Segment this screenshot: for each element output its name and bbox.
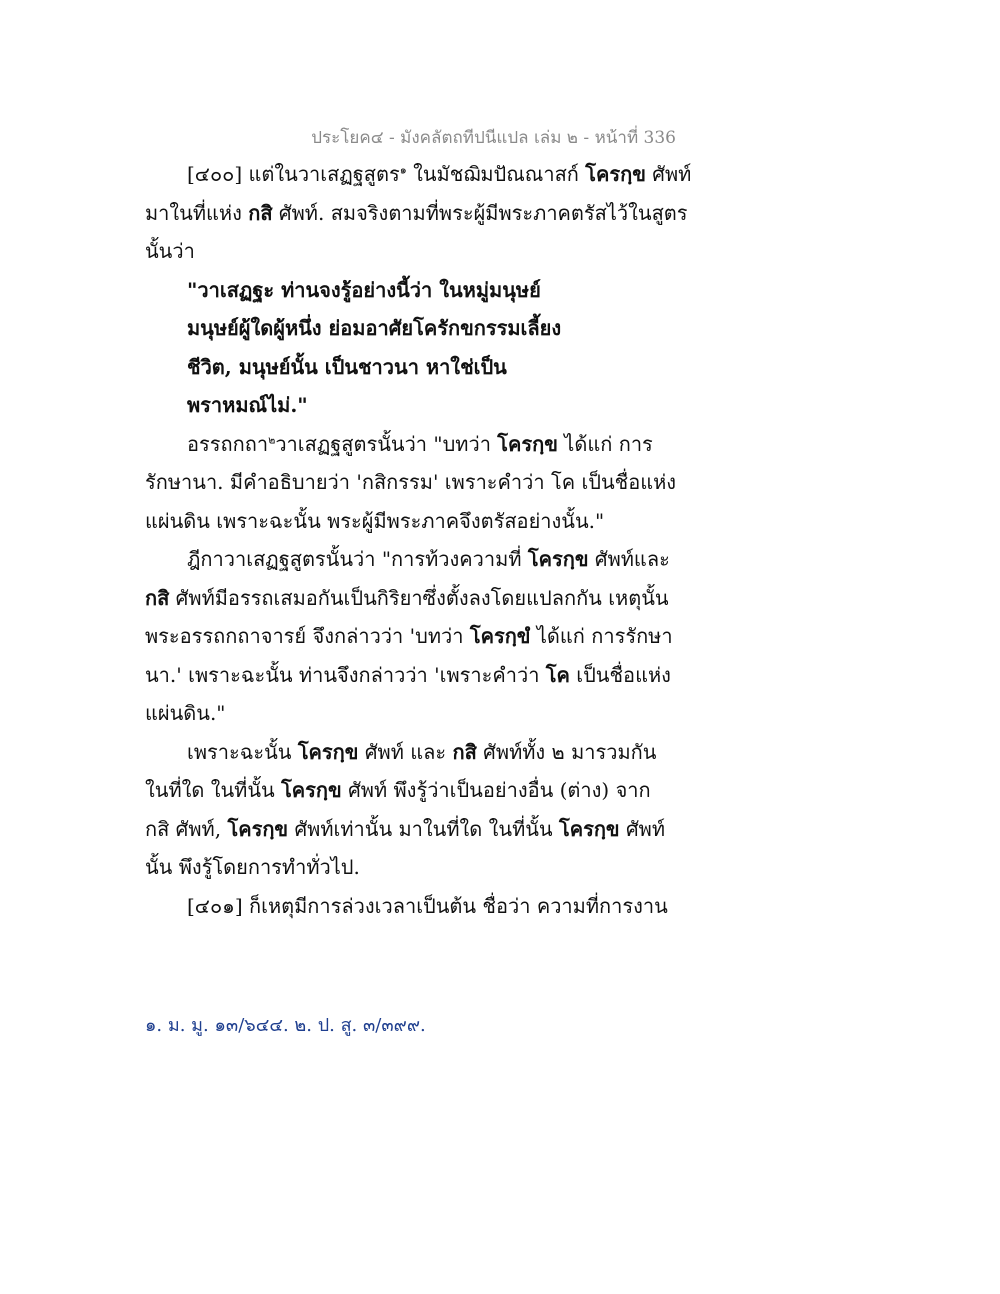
text-run: ศัพท์มีอรรถเสมอกันเป็นกิริยาซึ่งตั้งลงโดยแปลกกัน เหตุนั้น — [169, 585, 669, 610]
bold-term: โครกฺข — [297, 739, 359, 764]
paragraph-line — [145, 194, 688, 233]
text-run: นั้น พึงรู้โดยการทำทั่วไป. — [145, 855, 360, 879]
text-run: กสิ ศัพท์, — [145, 816, 228, 841]
text-run: ศัพท์เท่านั้น มาในที่ใด ในที่นั้น — [288, 816, 559, 841]
bold-term: โครกฺขํ — [469, 624, 531, 648]
text-run: [๔๐๐] แต่ในวาเสฏฐสูตร — [187, 162, 400, 186]
text-run: ฎีกาวาเสฏฐสูตรนั้นว่า "การท้วงความที่ — [187, 547, 528, 571]
paragraph-line — [145, 656, 671, 695]
bold-term: โครกฺข — [227, 816, 289, 841]
paragraph-line — [145, 540, 670, 579]
text-run: ศัพท์ทั้ง ๒ มารวมกัน — [476, 739, 657, 764]
text-run: นั้นว่า — [145, 239, 195, 263]
footnote-marker: ๑ — [399, 163, 407, 177]
text-run: ศัพท์ — [619, 816, 666, 841]
text-run: ได้แก่ การ — [557, 431, 653, 456]
bold-term: โครกฺข — [585, 162, 646, 186]
text-run: เป็นชื่อแห่ง — [569, 662, 671, 687]
paragraph-line — [145, 502, 665, 541]
paragraph-line — [145, 463, 677, 502]
text-run: ศัพท์ — [645, 162, 692, 186]
text-run: แผ่นดิน." — [145, 701, 226, 725]
paragraph-line — [145, 579, 669, 618]
paragraph-line — [145, 425, 665, 464]
text-run: แผ่นดิน เพราะฉะนั้น พระผู้มีพระภาคจึงตรัสอย่างนั้น." — [145, 508, 605, 533]
bold-term: โครกฺข — [527, 547, 589, 571]
text-run: เพราะฉะนั้น — [187, 739, 298, 764]
bold-term: กสิ — [452, 739, 477, 764]
text-run: "วาเสฏฐะ ท่านจงรู้อย่างนี้ว่า ในหมู่มนุษย์ — [187, 277, 541, 302]
running-header: ประโยค๔ - มังคลัตถทีปนีแปล เล่ม ๒ - หน้าที่ 336 — [311, 128, 676, 148]
text-run: [๔๐๑] ก็เหตุมีการล่วงเวลาเป็นต้น ชื่อว่า ความที่การงาน — [187, 893, 668, 918]
text-run: อรรถกถา — [187, 431, 269, 456]
paragraph-line — [145, 771, 665, 810]
body-text — [145, 155, 692, 925]
paragraph-line — [145, 887, 668, 926]
bold-term: กสิ — [145, 585, 170, 610]
bold-term: กสิ — [248, 200, 273, 225]
paragraph-line — [145, 733, 665, 772]
text-run: ได้แก่ การรักษา — [530, 624, 673, 648]
bold-term: โครกฺข — [558, 816, 620, 841]
paragraph-line — [145, 810, 665, 849]
paragraph-line — [145, 617, 673, 656]
footnote: ๑. ม. มู. ๑๓/๖๔๔. ๒. ป. สู. ๓/๓๙๙. — [145, 1015, 426, 1036]
quote-line — [145, 348, 665, 387]
text-run: พราหมณ์ไม่." — [187, 393, 308, 417]
text-run: ศัพท์. สมจริงตามที่พระผู้มีพระภาคตรัสไว้ในสูตร — [272, 200, 688, 225]
paragraph-line — [145, 232, 665, 271]
bold-term: โครกฺข — [497, 431, 558, 456]
text-run: ในมัชฌิมปัณณาสก์ — [406, 162, 586, 186]
bold-term: โครกฺข — [281, 778, 342, 802]
text-run: นา.' เพราะฉะนั้น ท่านจึงกล่าวว่า 'เพราะคำว่า — [145, 662, 546, 687]
text-run: ศัพท์และ — [588, 547, 670, 571]
text-run: ชีวิต, มนุษย์นั้น เป็นชาวนา หาใช่เป็น — [187, 354, 507, 379]
quote-line — [145, 386, 665, 425]
text-run: รักษานา. มีคำอธิบายว่า 'กสิกรรม' เพราะคำว่า โค เป็นชื่อแห่ง — [145, 470, 677, 494]
text-run: ในที่ใด ในที่นั้น — [145, 778, 282, 802]
quote-line — [145, 271, 665, 310]
paragraph-line — [145, 694, 665, 733]
paragraph-line — [145, 848, 665, 887]
bold-term: โค — [545, 662, 570, 687]
text-run: ศัพท์ และ — [358, 739, 453, 764]
footnote-marker: ๒ — [268, 432, 276, 446]
text-run: พระอรรถกถาจารย์ จึงกล่าวว่า 'บทว่า — [145, 624, 470, 648]
text-run: มาในที่แห่ง — [145, 200, 249, 225]
text-run: ศัพท์ พึงรู้ว่าเป็นอย่างอื่น (ต่าง) จาก — [341, 778, 651, 802]
text-run: วาเสฏฐสูตรนั้นว่า "บทว่า — [275, 431, 498, 456]
quote-line — [145, 309, 665, 348]
paragraph-line — [145, 155, 692, 194]
text-run: มนุษย์ผู้ใดผู้หนึ่ง ย่อมอาศัยโครักขกรรมเลี้ยง — [187, 316, 562, 340]
